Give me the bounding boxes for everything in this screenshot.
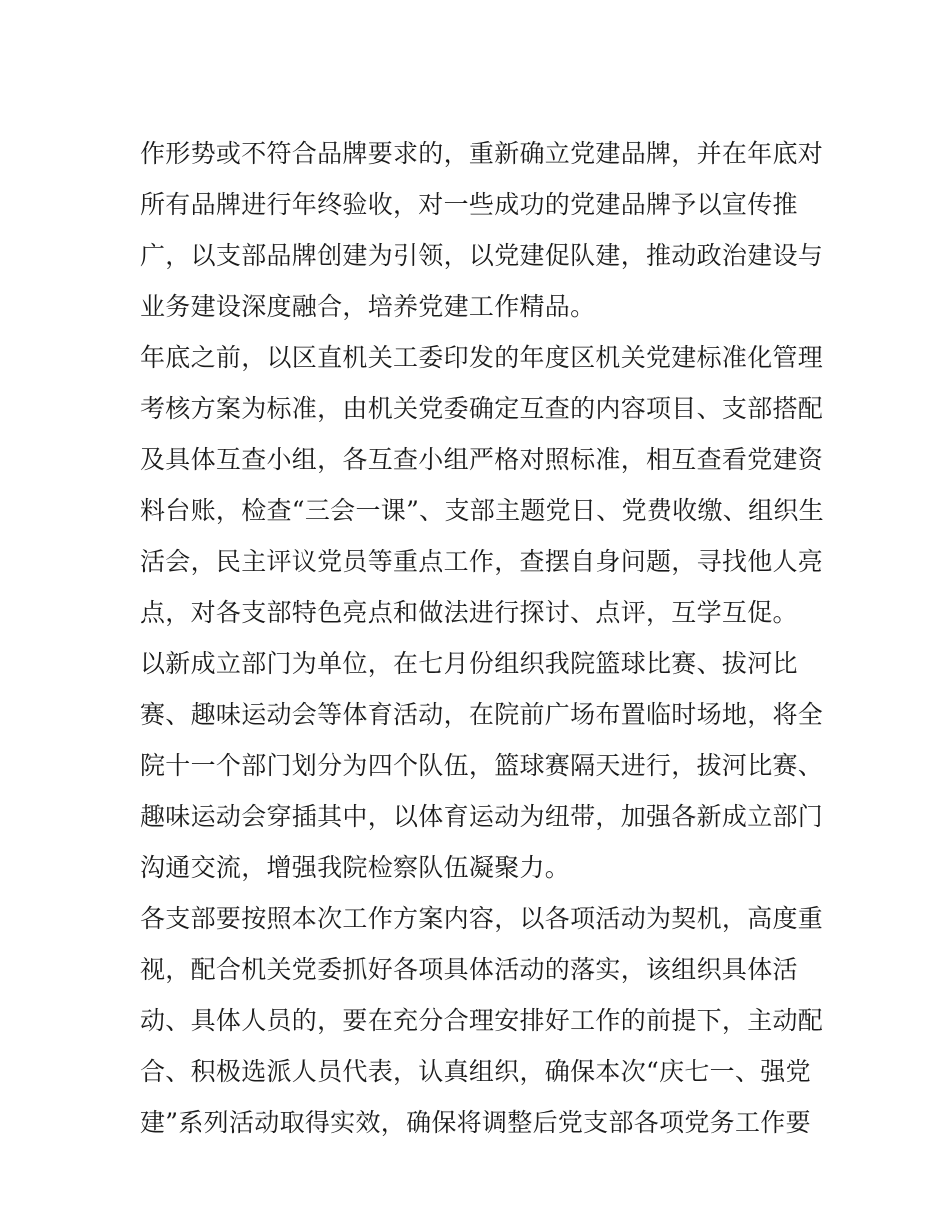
paragraph-line: 广，以支部品牌创建为引领，以党建促队建，推动政治建设与 [140, 241, 824, 270]
paragraph-line: 合、积极选派人员代表，认真组织，确保本次“庆七一、强党 [140, 1057, 811, 1086]
paragraph-line: 动、具体人员的，要在充分合理安排好工作的前提下，主动配 [140, 1006, 824, 1035]
paragraph-line: 点，对各支部特色亮点和做法进行探讨、点评，互学互促。 [140, 598, 798, 627]
paragraph-line: 赛、趣味运动会等体育活动，在院前广场布置临时场地，将全 [140, 700, 824, 729]
paragraph-line: 院十一个部门划分为四个队伍，篮球赛隔天进行，拔河比赛、 [140, 751, 824, 780]
document-body [140, 128, 830, 1148]
paragraph-line: 各支部要按照本次工作方案内容，以各项活动为契机，高度重 [140, 904, 824, 933]
paragraph-line: 以新成立部门为单位，在七月份组织我院篮球比赛、拔河比 [140, 649, 798, 678]
paragraph-line: 趣味运动会穿插其中，以体育运动为纽带，加强各新成立部门 [140, 802, 824, 831]
paragraph-line: 业务建设深度融合，培养党建工作精品。 [140, 292, 596, 321]
paragraph-sports-activities [140, 638, 830, 893]
paragraph-line: 料台账，检查“三会一课”、支部主题党日、党费收缴、组织生 [140, 496, 824, 525]
paragraph-brand-review [140, 128, 830, 332]
paragraph-line: 作形势或不符合品牌要求的，重新确立党建品牌，并在年底对 [140, 139, 824, 168]
paragraph-line: 建”系列活动取得实效，确保将调整后党支部各项党务工作要 [140, 1108, 811, 1137]
paragraph-line: 考核方案为标准，由机关党委确定互查的内容项目、支部搭配 [140, 394, 824, 423]
paragraph-line: 及具体互查小组，各互查小组严格对照标准，相互查看党建资 [140, 445, 824, 474]
paragraph-line: 沟通交流，增强我院检察队伍凝聚力。 [140, 853, 571, 882]
paragraph-branch-requirements [140, 893, 830, 1148]
paragraph-mutual-inspection [140, 332, 830, 638]
paragraph-line: 年底之前，以区直机关工委印发的年度区机关党建标准化管理 [140, 343, 824, 372]
paragraph-line: 所有品牌进行年终验收，对一些成功的党建品牌予以宣传推 [140, 190, 798, 219]
paragraph-line: 视，配合机关党委抓好各项具体活动的落实，该组织具体活 [140, 955, 798, 984]
paragraph-line: 活会，民主评议党员等重点工作，查摆自身问题，寻找他人亮 [140, 547, 824, 576]
